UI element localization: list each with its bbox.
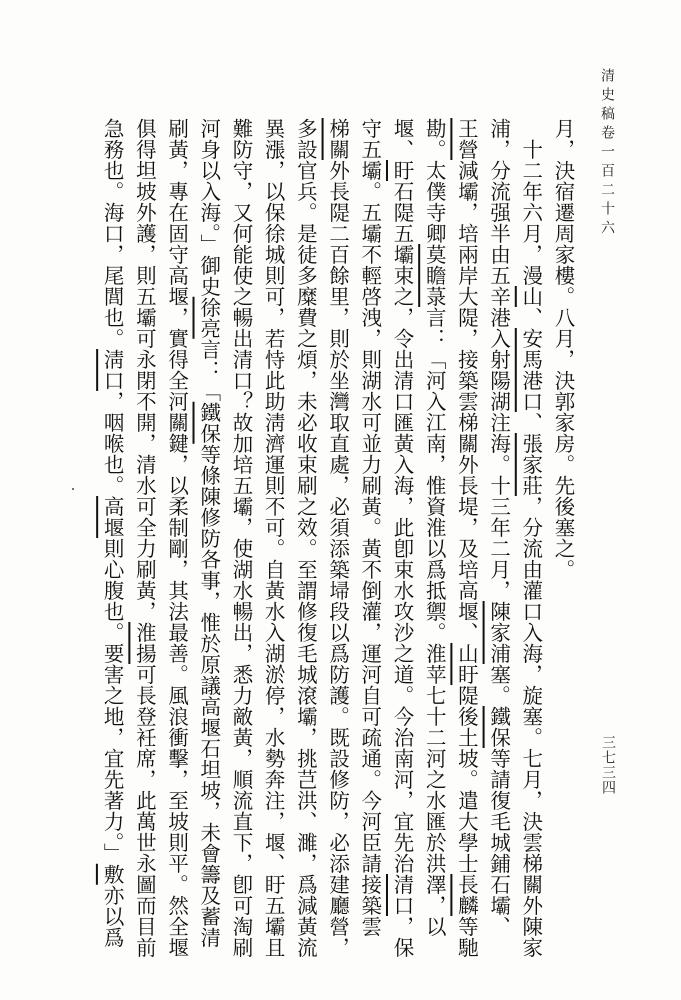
text-run: 月，決宿遷周家樓。八月，決郭家房。先後塞之。 [551, 118, 575, 580]
text-run: 減壩，培兩岸大隄，接築雲梯關外長堤，及培高堰、 [454, 160, 479, 643]
text-column [193, 118, 225, 948]
text-run: 隄後土坡。遣大學士 [454, 685, 479, 874]
proper-noun: 盱 [389, 160, 414, 181]
proper-noun: 鐵保 [196, 401, 221, 444]
text-run: 等馳 [454, 916, 479, 958]
text-run: 刷黃，專在固守高堰，實得全河關鍵，以柔制剛，其法最善。風浪衝擊，至坡則平。然全堰 [164, 118, 189, 958]
text-run: 浦，分流强半由五辛港入射陽湖注海。十三年二月， [486, 118, 511, 601]
text-run: 可長登衽席，此萬世永圖而目前 [132, 664, 157, 958]
proper-noun: 徐亮 [196, 296, 221, 339]
text-column [321, 118, 353, 958]
proper-noun: 王營 [454, 118, 479, 160]
print-speck [72, 488, 74, 490]
text-run: 多設官兵。是徒多糜費之煩，未必收束刷之效。至謂修復毛城滾壩，挑芑洪、濉，爲減黃流 [293, 118, 318, 958]
text-run: 等請復毛城鋪石壩、 [486, 748, 511, 937]
text-column [386, 118, 418, 958]
text-run: ，分流由灌口入海，旋塞。七月，決雲梯關外陳家 [518, 496, 543, 958]
text-column [96, 118, 128, 948]
text-run: 異漲，以保徐城則可，若恃此助淸濟運則不可。自黃水入湖淤停，水勢奔注，堰、盱五壩且 [261, 118, 286, 958]
text-run: 言：「河入江南，惟資淮以爲抵禦。淮苹七十二河之水匯於洪澤，以 [422, 307, 447, 937]
proper-noun: 陳家浦 [486, 601, 511, 664]
text-run: ，保 [389, 916, 414, 958]
text-column [418, 118, 450, 937]
text-run: ，咽喉也。 [100, 391, 125, 496]
proper-noun: 淮揚 [132, 622, 157, 664]
text-run: 堰、 [389, 118, 414, 160]
page-number: 三七三四 [600, 735, 616, 795]
text-column [289, 118, 321, 958]
proper-noun: 張家莊 [518, 433, 543, 496]
proper-noun: 莫瞻菉 [422, 244, 447, 307]
proper-noun: 長麟 [454, 874, 479, 916]
text-run: 難防守，又何能使之暢出清口？故加培五壩，使湖水暢出，悉力敵黃，順流直下，卽可淘刷 [228, 118, 253, 958]
proper-noun: 梯關 [325, 118, 350, 160]
text-column [547, 118, 579, 918]
text-column [482, 118, 514, 937]
text-run: 、 [518, 307, 543, 328]
text-column [225, 118, 257, 958]
proper-noun: 敷 [100, 863, 125, 885]
proper-noun: 高堰 [100, 496, 125, 538]
body-text [64, 118, 579, 958]
text-column [257, 118, 289, 958]
text-run: 守五壩。五壩不輕啓洩，則湖水可並力刷黃。黃不倒灌，運河自可疏通。今河臣請接築雲 [357, 118, 382, 937]
text-column [160, 118, 192, 958]
text-run: 勘。太僕寺卿 [422, 118, 447, 244]
text-run: 、 [518, 412, 543, 433]
text-run: 則心腹也。要害之地，宜先著力。」 [100, 538, 125, 864]
proper-noun: 淸口 [100, 349, 125, 391]
text-run: 塞。 [486, 664, 511, 706]
text-column [515, 118, 547, 958]
proper-noun: 清口 [389, 874, 414, 916]
proper-noun: 安馬港口 [518, 328, 543, 412]
text-run: 河身以入海。」御史 [196, 118, 221, 297]
proper-noun: 山 [518, 286, 543, 307]
text-run: 十二年六月，漫 [518, 118, 543, 286]
text-run: 外長隄二百餘里，則於坐灣取直處，必須添築埽段以爲防護。既設修防，必添建廳營， [325, 160, 350, 958]
text-column [354, 118, 386, 937]
proper-noun: 鐵保 [486, 706, 511, 748]
text-run: 亦以爲 [100, 884, 125, 948]
text-run: 言：「 [196, 338, 221, 402]
text-run: 俱得坦坡外護，則五壩可永閉不開，清水可全力刷黃， [132, 118, 157, 622]
text-run: 等條陳修防各事，惟於原議高堰石坦坡，未會籌及蓄清 [196, 443, 221, 948]
text-column [450, 118, 482, 958]
text-column [128, 118, 160, 958]
proper-noun: 山盱 [454, 643, 479, 685]
running-header: 清史稿卷一百二十六 [599, 68, 615, 239]
text-run: 石隄五壩束之，令出清口匯黃入海，此卽束水攻沙之道。今治南河，宜先治 [389, 181, 414, 874]
text-run: 急務也。海口，尾閭也。 [100, 118, 125, 349]
